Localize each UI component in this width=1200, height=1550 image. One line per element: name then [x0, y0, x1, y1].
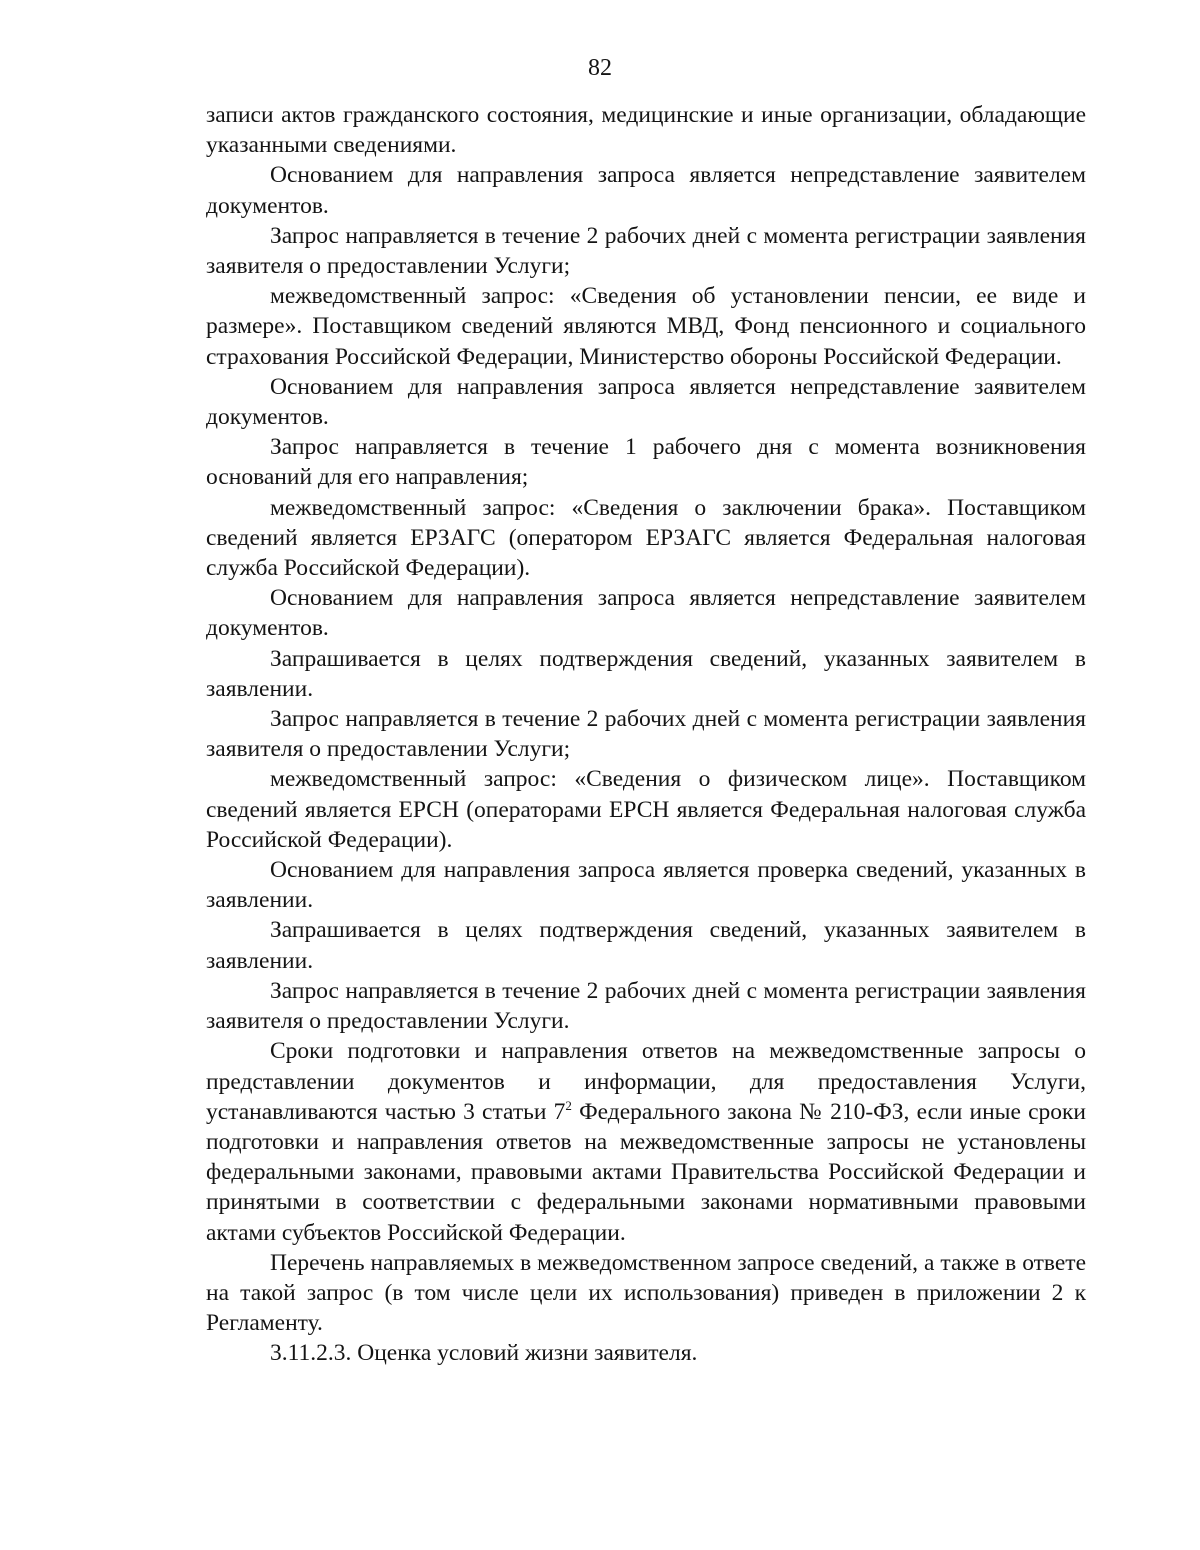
- document-body: [206, 100, 1086, 1369]
- paragraph-pension-request: межведомственный запрос: «Сведения об установлении пенсии, ее виде и размере». Поставщиком сведений являются МВД, Фонд пенсионного и социального страхования Российской Федерации, Министерство обороны Российской Федерации.: [206, 283, 1086, 370]
- paragraph-continuation: записи актов гражданского состояния, медицинские и иные организации, обладающие указанными сведениями.: [206, 102, 1086, 159]
- paragraph-request-basis: Основанием для направления запроса является непредставление заявителем документов.: [206, 373, 1086, 431]
- paragraph-person-request: межведомственный запрос: «Сведения о физическом лице». Поставщиком сведений является ЕРСН (операторами ЕРСН является Федеральная налоговая служба Российской Федерации).: [206, 766, 1086, 853]
- article-superscript: 2: [565, 1097, 572, 1113]
- paragraph-request-deadline: Запрос направляется в течение 2 рабочих дней с момента регистрации заявления заявителя о предоставлении Услуги.: [206, 977, 1086, 1035]
- paragraph-appendix-reference: Перечень направляемых в межведомственном запросе сведений, а также в ответе на такой запрос (в том числе цели их использования) приведен в приложении 2 к Регламенту.: [206, 1249, 1086, 1337]
- paragraph-request-purpose: Запрашивается в целях подтверждения сведений, указанных заявителем в заявлении.: [206, 645, 1086, 702]
- paragraph-response-terms: [206, 1036, 1086, 1247]
- paragraph-request-deadline: Запрос направляется в течение 2 рабочих дней с момента регистрации заявления заявителя о предоставлении Услуги;: [206, 706, 1086, 763]
- section-heading-living-conditions: 3.11.2.3. Оценка условий жизни заявителя.: [270, 1340, 698, 1367]
- page-number: 82: [588, 55, 612, 81]
- paragraph-request-deadline: Запрос направляется в течение 2 рабочих дней с момента регистрации заявления заявителя о предоставлении Услуги;: [206, 222, 1086, 280]
- paragraph-request-deadline: Запрос направляется в течение 1 рабочего дня с момента возникновения оснований для его направления;: [206, 434, 1086, 491]
- paragraph-request-purpose: Запрашивается в целях подтверждения сведений, указанных заявителем в заявлении.: [206, 917, 1086, 974]
- response-terms-text: Сроки подготовки и направления ответов на межведомственные запросы о представлении документов и информации, для предоставления Услуги, устанавливаются частью 3 статьи 7: [206, 1038, 1086, 1125]
- paragraph-marriage-request: межведомственный запрос: «Сведения о заключении брака». Поставщиком сведений является ЕРЗАГС (оператором ЕРЗАГС является Федеральная налоговая служба Российской Федерации).: [206, 494, 1086, 582]
- response-terms-text-continued: Федерального закона № 210-ФЗ, если иные сроки подготовки и направления ответов на межведомственные запросы не установлены федеральными законами, правовыми актами Правительства Российской Федерации и принятыми в соответствии с федеральными законами нормативными правовыми актами субъектов Российской Федерации.: [206, 1098, 1086, 1246]
- paragraph-request-basis: Основанием для направления запроса является проверка сведений, указанных в заявлении.: [206, 857, 1086, 914]
- paragraph-request-basis: Основанием для направления запроса является непредставление заявителем документов.: [206, 162, 1086, 219]
- paragraph-request-basis: Основанием для направления запроса является непредставление заявителем документов.: [206, 585, 1086, 642]
